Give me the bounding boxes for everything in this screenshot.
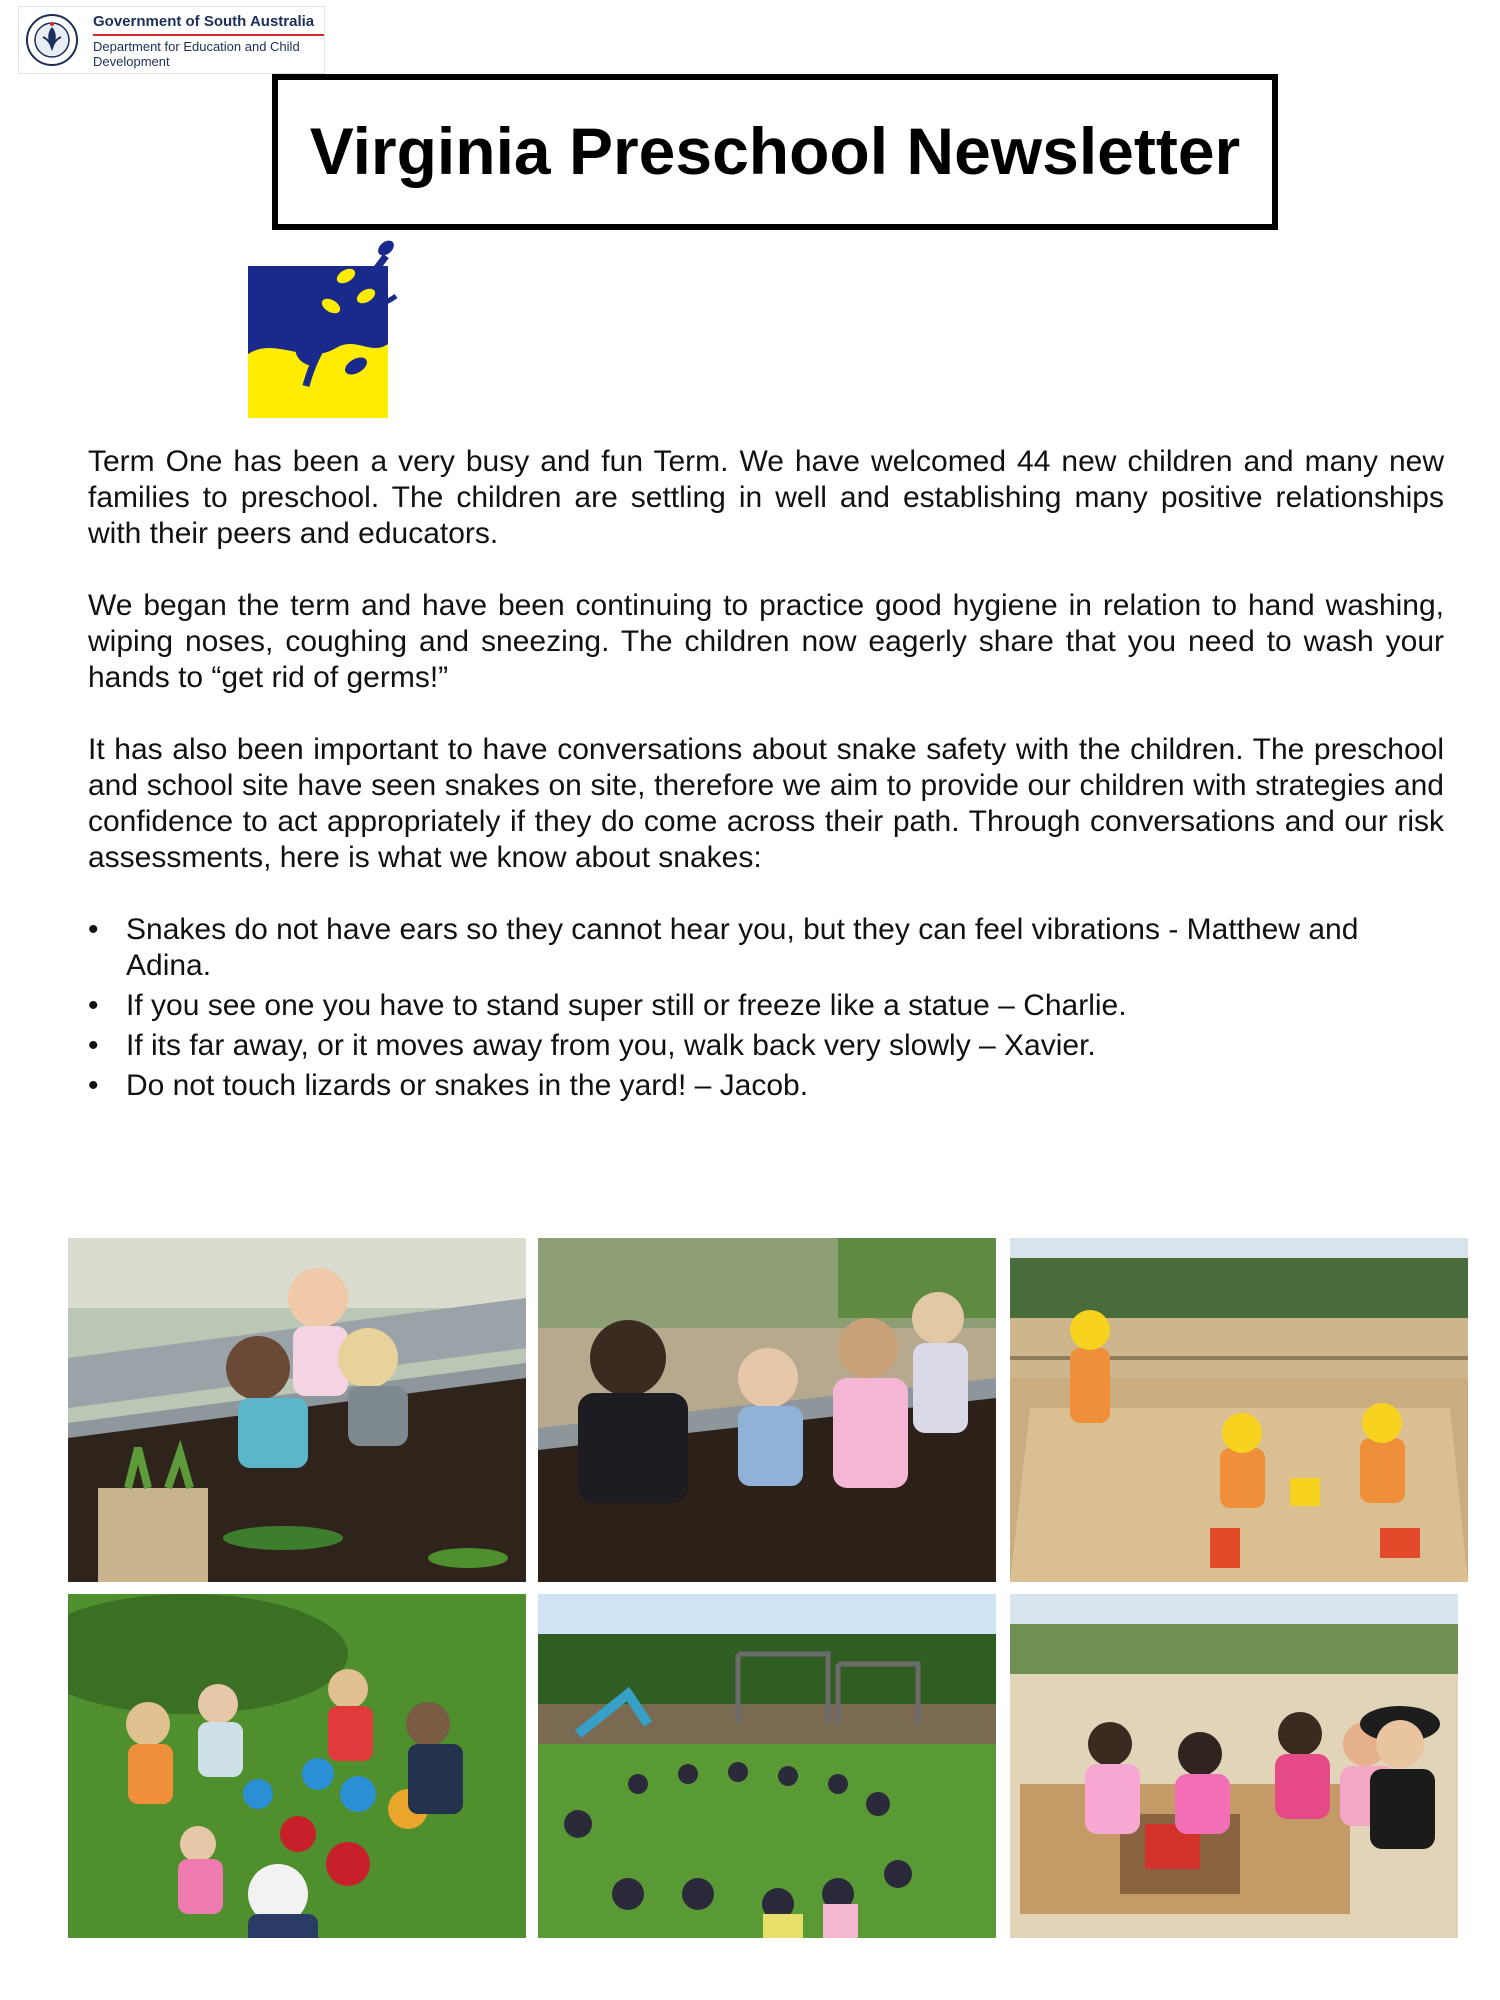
photo-playground-circle xyxy=(538,1594,996,1938)
newsletter-title-box xyxy=(272,74,1278,230)
photo-educator-garden xyxy=(538,1238,996,1582)
preschool-logo-icon xyxy=(246,236,406,420)
page-title: Virginia Preschool Newsletter xyxy=(309,114,1241,188)
bullet-icon: • xyxy=(88,1029,99,1062)
list-item-text: If you see one you have to stand super still or freeze like a statue – Charlie. xyxy=(126,989,1127,1022)
department-name: Department for Education and Child Development xyxy=(93,39,300,69)
bullet-icon: • xyxy=(88,1069,99,1102)
crest-icon xyxy=(25,13,79,67)
list-item xyxy=(88,912,1444,984)
list-item xyxy=(88,1068,1444,1104)
photo-ball-circle xyxy=(68,1594,526,1938)
list-item-text: If its far away, or it moves away from you, walk back very slowly – Xavier. xyxy=(126,1029,1096,1062)
bullet-icon: • xyxy=(88,989,99,1022)
photo-garden-planting xyxy=(68,1238,526,1582)
bullet-icon: • xyxy=(88,913,99,946)
list-item xyxy=(88,988,1444,1024)
government-title: Government of South Australia xyxy=(93,13,324,36)
photo-sandpit-construction xyxy=(1010,1238,1468,1582)
photo-mud-kitchen xyxy=(1010,1594,1458,1938)
snake-facts-list xyxy=(88,912,1444,1104)
paragraph-hygiene: We began the term and have been continuing to practice good hygiene in relation to hand washing, wiping noses, coughing and sneezing. The children now eagerly share that you need to wash your hands to “get rid of germs!” xyxy=(88,589,1444,694)
list-item-text: Snakes do not have ears so they cannot hear you, but they can feel vibrations - Matthew and Adina. xyxy=(126,913,1359,982)
list-item xyxy=(88,1028,1444,1064)
newsletter-body xyxy=(88,444,1444,1108)
paragraph-snake-safety: It has also been important to have conversations about snake safety with the children. The preschool and school site have seen snakes on site, therefore we aim to provide our children with strategies and confidence to act appropriately if they do come across their path. Through conversations and our risk assessments, here is what we know about snakes: xyxy=(88,733,1444,874)
paragraph-welcome: Term One has been a very busy and fun Term. We have welcomed 44 new children and many new families to preschool. The children are settling in well and establishing many positive relationships with their peers and educators. xyxy=(88,445,1444,550)
list-item-text: Do not touch lizards or snakes in the yard! – Jacob. xyxy=(126,1069,809,1102)
government-logo xyxy=(18,6,325,74)
